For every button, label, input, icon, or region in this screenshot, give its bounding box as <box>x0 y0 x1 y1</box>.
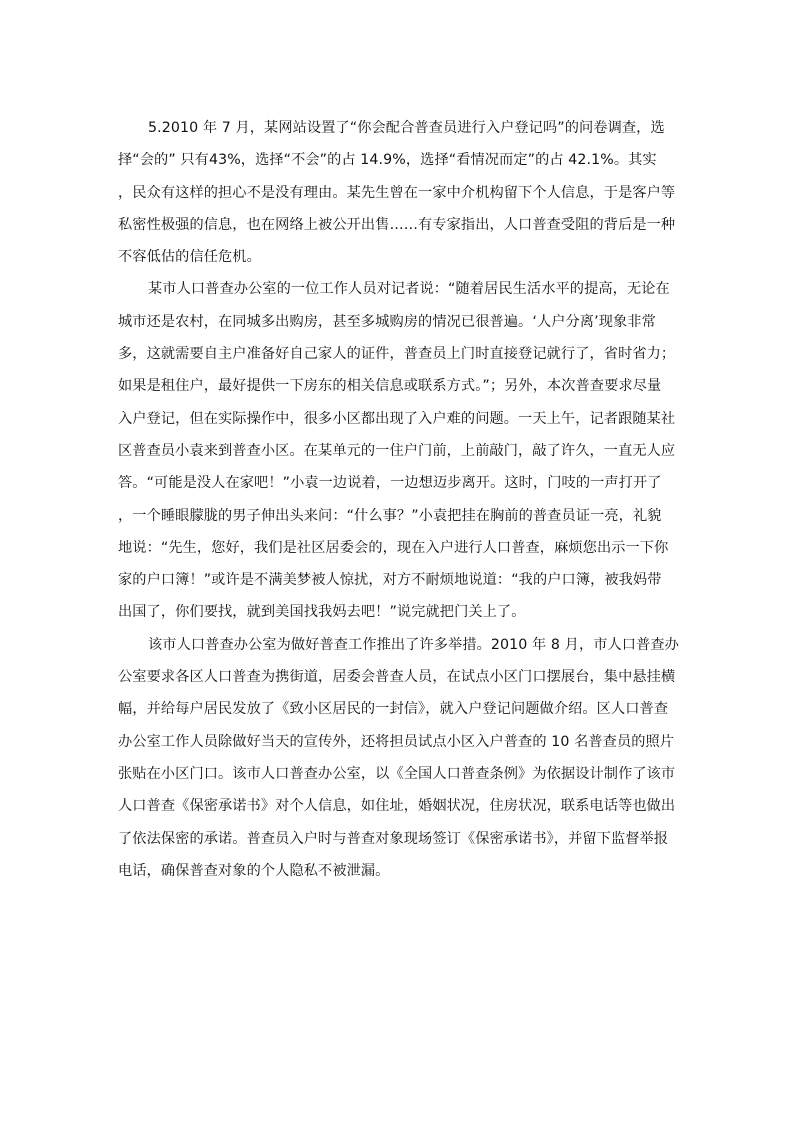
text-line: ，民众有这样的担心不是没有理由。某先生曾在一家中介机构留下个人信息，于是客户等 <box>118 184 676 201</box>
text-line: 公室要求各区人口普查为携街道，居委会普查人员，在试点小区门口摆展台，集中悬挂横 <box>118 669 676 686</box>
text-line: 了依法保密的承诺。普查员入户时与普查对象现场签订《保密承诺书》，并留下监督举报 <box>118 830 669 847</box>
text-line: 区普查员小袁来到普查小区。在某单元的一住户门前，上前敲门，敲了许久，一直无人应 <box>118 442 676 459</box>
text-line: ，一个睡眼朦胧的男子伸出头来问：“什么事？”小袁把挂在胸前的普查员证一亮，礼貌 <box>118 507 662 524</box>
document-body <box>118 112 678 887</box>
text-line: 如果是租住户，最好提供一下房东的相关信息或联系方式。”；另外，本次普查要求尽量 <box>118 378 662 395</box>
text-line: 私密性极强的信息，也在网络上被公开出售……有专家指出，人口普查受阻的背后是一种 <box>118 216 676 233</box>
text-line: 城市还是农村，在同城多出购房，甚至多城购房的情况已很普遍。‘人户分离’现象非常 <box>118 313 656 330</box>
text-line: 该市人口普查办公室为做好普查工作推出了许多举措。2010 年 8 月，市人口普查办 <box>148 636 679 653</box>
text-line: 择“会的” 只有43%，选择“不会”的占 14.9%，选择“看情况而定”的占 42.1%。其实 <box>118 152 657 169</box>
text-line: 地说：“先生，您好，我们是社区居委会的，现在入户进行人口普查，麻烦您出示一下你 <box>118 539 669 556</box>
text-line: 入户登记，但在实际操作中，很多小区都出现了入户难的问题。一天上午，记者跟随某社 <box>118 410 676 427</box>
paragraph-measures <box>118 629 678 887</box>
text-line: 出国了，你们要找，就到美国找我妈去吧！”说完就把门关上了。 <box>118 604 526 621</box>
text-line: 幅，并给每户居民发放了《致小区居民的一封信》，就入户登记问题做介绍。区人口普查 <box>118 701 669 718</box>
paragraph-survey <box>118 112 678 273</box>
text-line: 家的户口簿！”或许是不满美梦被人惊扰，对方不耐烦地说道：“我的户口簿，被我妈带 <box>118 572 662 589</box>
text-line: 不容低估的信任危机。 <box>118 249 261 266</box>
text-line: 人口普查《保密承诺书》对个人信息，如住址，婚姻状况，住房状况，联系电话等也做出 <box>118 798 676 815</box>
text-line: 某市人口普查办公室的一位工作人员对记者说：“随着居民生活水平的提高，无论在 <box>148 281 670 298</box>
text-line: 答。“可能是没人在家吧！”小袁一边说着，一边想迈步离开。这时，门吱的一声打开了 <box>118 475 662 492</box>
text-line: 5.2010 年 7 月，某网站设置了“你会配合普查员进行入户登记吗”的问卷调查，选 <box>148 120 665 136</box>
text-line: 多，这就需要自主户准备好自己家人的证件，普查员上门时直接登记就行了，省时省力； <box>118 346 676 363</box>
paragraph-staff-interview <box>118 273 678 628</box>
text-line: 张贴在小区门口。该市人口普查办公室，以《全国人口普查条例》为依据设计制作了该市 <box>118 765 676 782</box>
text-line: 电话，确保普查对象的个人隐私不被泄漏。 <box>118 862 390 879</box>
text-line: 办公室工作人员除做好当天的宣传外，还将担员试点小区入户普查的 10 名普查员的照片 <box>118 733 675 750</box>
